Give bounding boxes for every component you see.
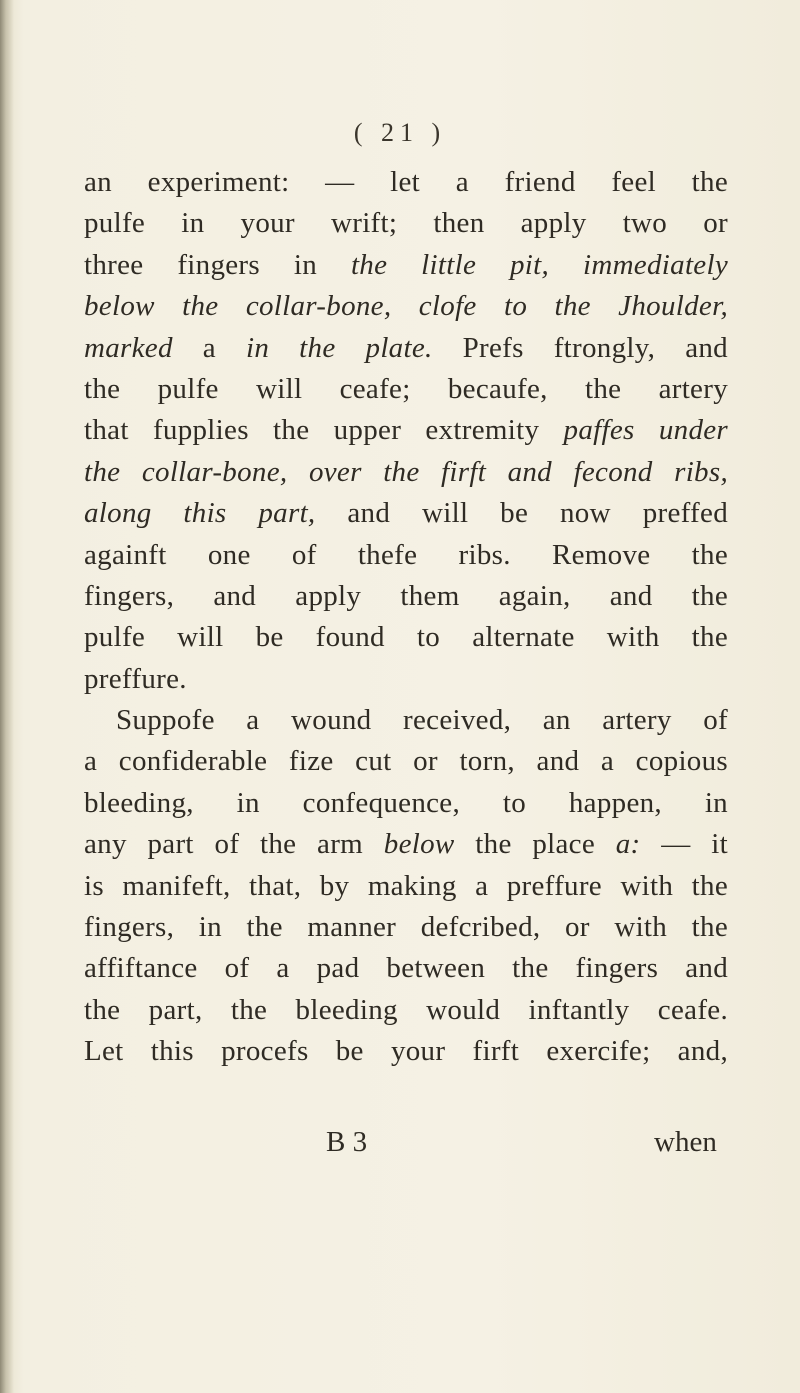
italic-text: a: — [615, 828, 641, 861]
text-segment: Prefs ftrongly, and — [432, 331, 728, 364]
text-segment: againft one of thefe ribs. Remove the — [84, 538, 728, 571]
signature-mark: B 3 — [326, 1126, 368, 1158]
page-number-header: ( 21 ) — [353, 118, 447, 147]
text-segment: a — [172, 331, 246, 364]
text-line — [84, 866, 728, 907]
italic-text: along this part, — [84, 497, 316, 530]
text-line — [84, 203, 728, 244]
italic-text: below the collar-bone, clofe to the Jhoulder, — [84, 290, 728, 323]
text-segment: Suppofe a wound received, an artery of — [116, 704, 728, 737]
text-line — [84, 824, 728, 865]
text-segment: fingers, and apply them again, and the — [84, 579, 728, 612]
text-line — [84, 245, 728, 286]
text-segment: Let this procefs be your firft exercife; and, — [84, 1035, 728, 1068]
text-line — [84, 617, 728, 658]
text-line — [84, 783, 728, 824]
body-text — [84, 162, 728, 1073]
text-segment: is manifeft, that, by making a preffure with the — [84, 869, 728, 902]
text-segment: preffure. — [84, 662, 187, 695]
text-segment: that fupplies the upper extremity — [84, 414, 564, 447]
text-segment: affiftance of a pad between the fingers and — [84, 952, 728, 985]
text-line — [84, 990, 728, 1031]
text-segment: fingers, in the manner defcribed, or with the — [84, 911, 728, 944]
text-segment: — it — [640, 828, 728, 861]
italic-text: marked — [84, 331, 173, 364]
text-line — [84, 535, 728, 576]
text-segment: any part of the arm — [84, 828, 384, 861]
text-line — [84, 162, 728, 203]
italic-text: the little pit, immediately — [350, 248, 728, 281]
text-segment: the pulfe will ceafe; becaufe, the artery — [84, 372, 728, 405]
text-segment: pulfe will be found to alternate with the — [84, 621, 728, 654]
text-line — [84, 700, 728, 741]
text-line — [84, 948, 728, 989]
text-line — [84, 369, 728, 410]
italic-text: below — [383, 828, 455, 861]
text-segment: the part, the bleeding would inftantly ceafe. — [84, 993, 728, 1026]
text-line — [84, 1031, 728, 1072]
text-line — [84, 452, 728, 493]
text-line — [84, 328, 728, 369]
text-segment: and will be now preffed — [315, 497, 728, 530]
text-segment: an experiment: — let a friend feel the — [84, 166, 728, 198]
italic-text: paffes under — [563, 414, 729, 447]
text-line — [84, 907, 728, 948]
text-line — [84, 659, 728, 700]
text-segment: a confiderable fize cut or torn, and a copious — [84, 745, 728, 778]
text-line — [84, 493, 728, 534]
text-line — [84, 576, 728, 617]
text-segment: three fingers in — [84, 248, 351, 281]
text-line — [84, 286, 728, 327]
text-segment: the place — [454, 828, 616, 861]
text-segment: pulfe in your wrift; then apply two or — [84, 207, 728, 240]
text-segment: bleeding, in confequence, to happen, in — [84, 786, 728, 819]
italic-text: in the plate. — [246, 331, 433, 364]
text-line — [84, 741, 728, 782]
italic-text: the collar-bone, over the firft and fecond ribs, — [84, 455, 728, 488]
page-spine-edge — [0, 0, 14, 1393]
catchword: when — [654, 1126, 717, 1158]
text-line — [84, 410, 728, 451]
